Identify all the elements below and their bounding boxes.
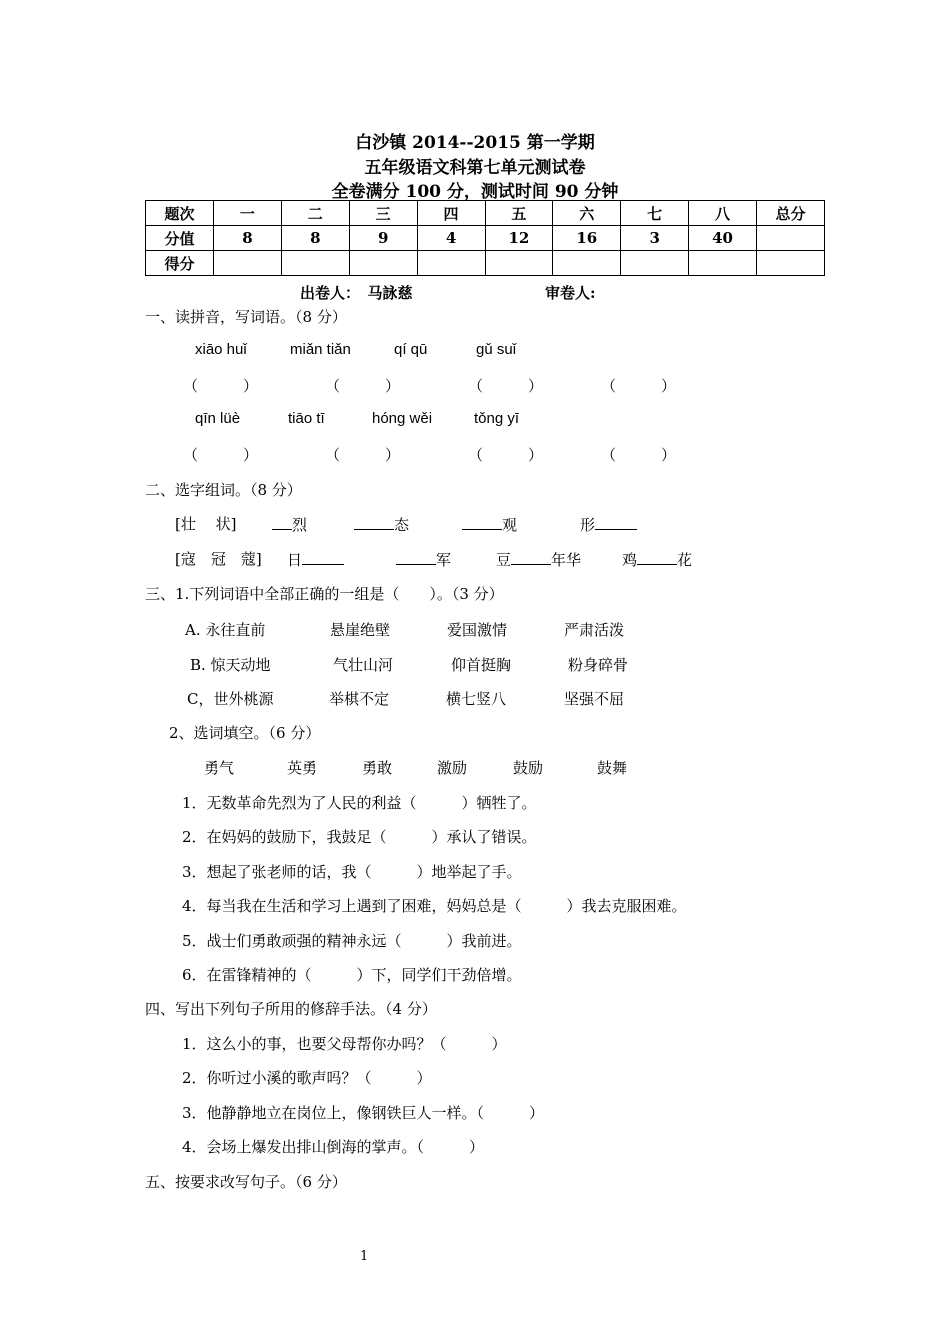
table-cell: 9 xyxy=(349,226,417,251)
pinyin: tiāo tī xyxy=(288,410,325,427)
fill-sentence: 6．在雷锋精神的（ ）下，同学们干劲倍增。 xyxy=(182,966,522,984)
rhetoric-item: 2．你听过小溪的歌声吗？（ ） xyxy=(182,1069,432,1087)
score-table xyxy=(145,200,825,276)
table-cell: 8 xyxy=(281,226,349,251)
setter-label: 出卷人： 马詠慈 xyxy=(300,284,413,302)
option-b: B. 惊天动地 xyxy=(190,656,271,674)
table-cell: 8 xyxy=(214,226,282,251)
table-cell: 4 xyxy=(417,226,485,251)
answer-paren: （ ） xyxy=(601,446,677,464)
option-word: 横七竖八 xyxy=(446,690,507,708)
word-choice: 英勇 xyxy=(287,759,318,777)
table-cell xyxy=(757,226,825,251)
table-cell xyxy=(621,251,689,276)
option-word: 严肃活泼 xyxy=(564,621,625,639)
table-cell xyxy=(349,251,417,276)
pinyin: hóng wěi xyxy=(372,410,433,427)
table-cell xyxy=(757,251,825,276)
blank[interactable] xyxy=(272,513,292,530)
answer-paren: （ ） xyxy=(325,377,401,395)
option-word: 坚强不屈 xyxy=(564,690,625,708)
char-group: [壮 状] xyxy=(175,515,237,533)
pinyin: tǒng yī xyxy=(474,410,520,427)
fill-item xyxy=(622,548,692,570)
table-row xyxy=(146,226,825,251)
answer-paren: （ ） xyxy=(183,377,259,395)
blank[interactable] xyxy=(637,548,677,565)
blank[interactable] xyxy=(396,548,436,565)
fill-sentence: 5．战士们勇敢顽强的精神永远（ ）我前进。 xyxy=(182,932,522,950)
option-word: 仰首挺胸 xyxy=(451,656,512,674)
word-choice: 鼓舞 xyxy=(597,759,628,777)
fill-item-text: 军 xyxy=(436,551,452,569)
char-group: [寇 冠 蔻] xyxy=(175,550,262,568)
fill-item-text: 鸡 xyxy=(622,551,638,569)
pinyin: xiāo huǐ xyxy=(195,341,247,358)
table-header-cell: 四 xyxy=(417,201,485,226)
fill-item-text: 花 xyxy=(677,551,693,569)
option-c: C，世外桃源 xyxy=(187,690,274,708)
fill-item-text: 形 xyxy=(580,516,596,534)
table-cell xyxy=(689,251,757,276)
page-number: 1 xyxy=(360,1249,369,1264)
table-header-cell: 五 xyxy=(485,201,553,226)
fill-item-text: 观 xyxy=(502,516,518,534)
answer-paren: （ ） xyxy=(325,446,401,464)
reviewer-label: 审卷人: xyxy=(545,284,596,302)
fill-sentence: 3．想起了张老师的话，我（ ）地举起了手。 xyxy=(182,863,522,881)
table-header-cell: 八 xyxy=(689,201,757,226)
table-cell: 16 xyxy=(553,226,621,251)
fill-item xyxy=(462,513,517,535)
table-row-label: 得分 xyxy=(146,251,214,276)
title-line-3: 全卷满分 100 分，测试时间 90 分钟 xyxy=(331,182,619,202)
pinyin: qí qū xyxy=(394,341,428,358)
rhetoric-item: 3．他静静地立在岗位上，像钢铁巨人一样。（ ） xyxy=(182,1104,545,1122)
table-header-cell: 七 xyxy=(621,201,689,226)
blank[interactable] xyxy=(354,513,394,530)
fill-item xyxy=(354,513,409,535)
pinyin: miǎn tiǎn xyxy=(290,341,351,358)
option-word: 悬崖绝壁 xyxy=(330,621,391,639)
table-header-cell: 三 xyxy=(349,201,417,226)
table-row-label: 分值 xyxy=(146,226,214,251)
blank[interactable] xyxy=(462,513,502,530)
word-choice: 激励 xyxy=(437,759,468,777)
table-header-cell: 一 xyxy=(214,201,282,226)
table-cell: 3 xyxy=(621,226,689,251)
table-cell xyxy=(485,251,553,276)
option-word: 举棋不定 xyxy=(329,690,390,708)
fill-item-text: 烈 xyxy=(292,516,308,534)
table-row xyxy=(146,201,825,226)
table-cell: 12 xyxy=(485,226,553,251)
word-choice: 勇气 xyxy=(204,759,235,777)
table-header-cell: 题次 xyxy=(146,201,214,226)
fill-item xyxy=(396,548,451,570)
fill-item-text: 豆 xyxy=(496,551,512,569)
fill-item xyxy=(496,548,581,570)
pinyin: qīn lüè xyxy=(195,410,241,427)
table-cell: 40 xyxy=(689,226,757,251)
option-a: A. 永往直前 xyxy=(185,621,266,639)
answer-paren: （ ） xyxy=(601,377,677,395)
word-choice: 勇敢 xyxy=(362,759,393,777)
blank[interactable] xyxy=(595,513,637,530)
section-5-title: 五、按要求改写句子。（6 分） xyxy=(145,1173,347,1191)
table-header-cell: 六 xyxy=(553,201,621,226)
rhetoric-item: 4．会场上爆发出排山倒海的掌声。（ ） xyxy=(182,1138,485,1156)
pinyin: gǔ suǐ xyxy=(476,341,517,358)
fill-item xyxy=(272,513,307,535)
fill-sentence: 4．每当我在生活和学习上遇到了困难，妈妈总是（ ）我去克服困难。 xyxy=(182,897,687,915)
answer-paren: （ ） xyxy=(468,377,544,395)
answer-paren: （ ） xyxy=(468,446,544,464)
rhetoric-item: 1．这么小的事，也要父母帮你办吗？（ ） xyxy=(182,1035,507,1053)
word-choice: 鼓励 xyxy=(513,759,544,777)
table-header-cell: 二 xyxy=(281,201,349,226)
option-word: 粉身碎骨 xyxy=(568,656,629,674)
table-cell xyxy=(553,251,621,276)
section-4-title: 四、写出下列句子所用的修辞手法。（4 分） xyxy=(145,1000,437,1018)
answer-paren: （ ） xyxy=(183,446,259,464)
option-word: 爱国激情 xyxy=(447,621,508,639)
fill-sentence: 1．无数革命先烈为了人民的利益（ ）牺牲了。 xyxy=(182,794,537,812)
fill-item xyxy=(287,548,344,570)
fill-sentence: 2．在妈妈的鼓励下，我鼓足（ ）承认了错误。 xyxy=(182,828,537,846)
table-header-cell: 总分 xyxy=(757,201,825,226)
question-2-title: 2、选词填空。（6 分） xyxy=(169,724,321,742)
blank[interactable] xyxy=(302,548,344,565)
fill-item xyxy=(580,513,637,535)
section-3-title: 三、1.下列词语中全部正确的一组是（ ）。（3 分） xyxy=(145,585,504,603)
section-1-title: 一、读拼音，写词语。（8 分） xyxy=(145,308,347,326)
table-cell xyxy=(417,251,485,276)
section-2-title: 二、选字组词。（8 分） xyxy=(145,481,302,499)
table-cell xyxy=(214,251,282,276)
title-line-2: 五年级语文科第七单元测试卷 xyxy=(364,158,586,178)
title-line-1: 白沙镇 2014--2015 第一学期 xyxy=(355,133,595,153)
table-cell xyxy=(281,251,349,276)
fill-item-text: 日 xyxy=(287,551,303,569)
table-row xyxy=(146,251,825,276)
fill-item-text: 年华 xyxy=(551,551,582,569)
fill-item-text: 态 xyxy=(394,516,410,534)
blank[interactable] xyxy=(511,548,551,565)
option-word: 气壮山河 xyxy=(333,656,394,674)
